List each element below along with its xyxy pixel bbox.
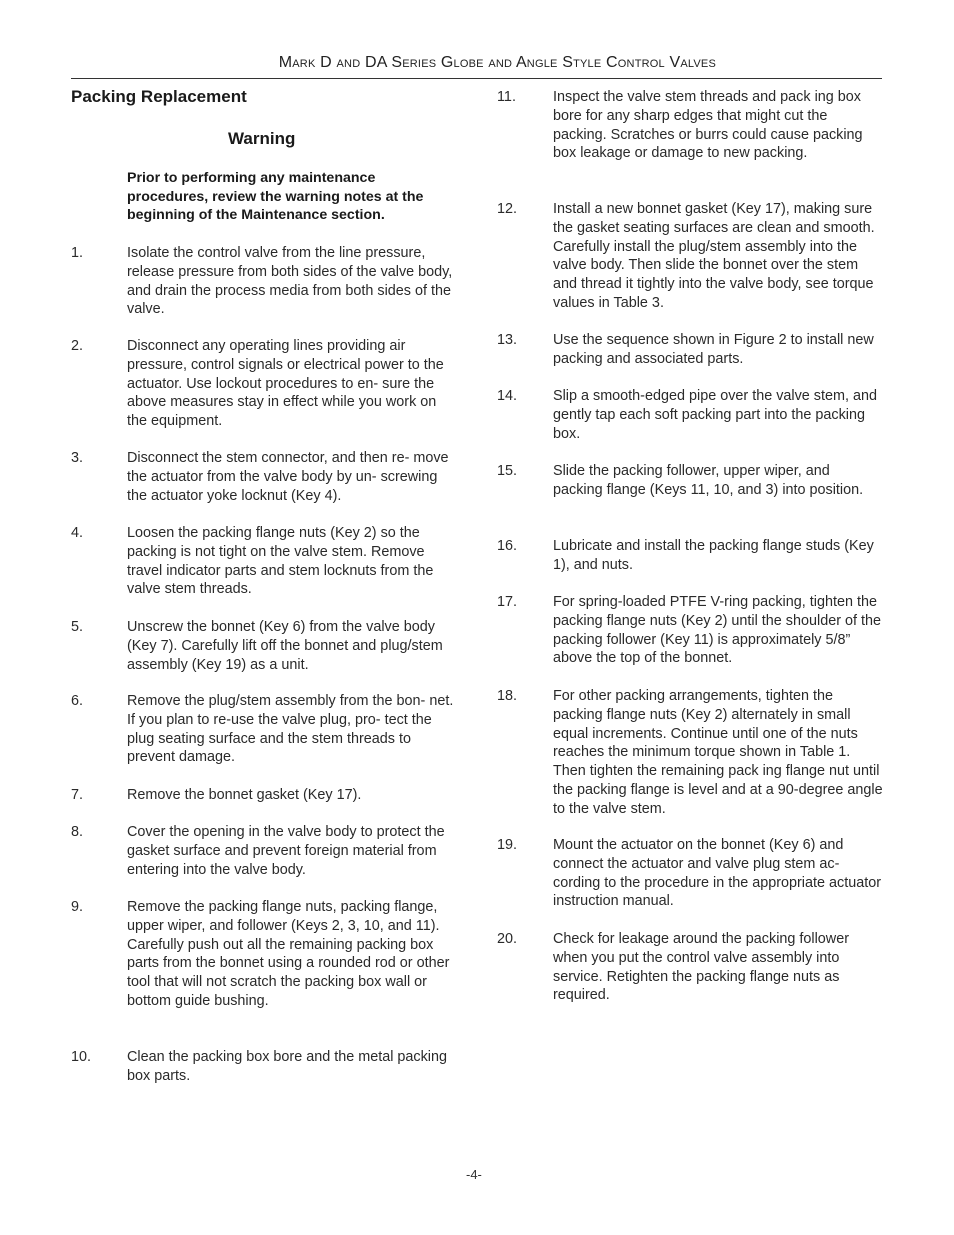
step-number: 10. xyxy=(71,1049,92,1065)
step-number: 11. xyxy=(497,89,516,105)
step-text: For other packing arrangements, tighten the packing flange nuts (Key 2) alternately in small equal increments. Continue until one of the nuts reaches the minimum torque shown in Table 1. Then tighten the remaining pack ing flange nut until the packing flange is level and at a 90-degree angle to the valve stem. xyxy=(553,688,883,817)
step-text: Slip a smooth-edged pipe over the valve stem, and gently tap each soft packing part into the packing box. xyxy=(553,388,877,442)
warning-heading: Warning xyxy=(228,129,296,148)
step-text: Disconnect any operating lines providing air pressure, control signals or electrical power to the actuator. Use lockout procedures to en- sure the above measures stay in effect while you work on the equipment. xyxy=(127,338,444,430)
step-text: Clean the packing box bore and the metal packing box parts. xyxy=(127,1049,448,1084)
step-text: Use the sequence shown in Figure 2 to install new packing and associated parts. xyxy=(553,332,874,367)
page-number: -4- xyxy=(466,1167,482,1182)
step-text: Lubricate and install the packing flange studs (Key 1), and nuts. xyxy=(553,538,874,573)
header-divider xyxy=(71,78,882,79)
step-text: Install a new bonnet gasket (Key 17), making sure the gasket seating surfaces are clean and smooth. Carefully install the plug/stem assembly into the valve body. Then slide the bonnet over the stem and thread it tightly into the valve body, see torque values in Table 3. xyxy=(553,201,875,311)
step-number: 12. xyxy=(497,201,518,217)
step-number: 6. xyxy=(71,693,84,709)
step-number: 9. xyxy=(71,899,84,915)
step-text: Remove the packing flange nuts, packing flange, upper wiper, and follower (Keys 2, 3, 10, and 11). Carefully push out all the remaining packing box parts from the bonnet using a rounded rod or other tool that will not scratch the packing box wall or bottom guide bushing. xyxy=(127,899,450,1009)
step-number: 5. xyxy=(71,619,84,635)
step-number: 15. xyxy=(497,463,518,479)
step-text: Mount the actuator on the bonnet (Key 6) and connect the actuator and valve plug stem ac- cording to the procedure in the appropriate actuator instruction manual. xyxy=(553,837,881,910)
step-number: 20. xyxy=(497,931,518,947)
step-number: 19. xyxy=(497,837,518,853)
step-number: 8. xyxy=(71,824,84,840)
step-number: 2. xyxy=(71,338,84,354)
step-number: 17. xyxy=(497,594,518,610)
step-number: 3. xyxy=(71,450,84,466)
step-text: Inspect the valve stem threads and pack ing box bore for any sharp edges that might cut the packing. Scratches or burrs could cause packing box leakage or damage to new packing. xyxy=(553,89,863,162)
step-number: 1. xyxy=(71,245,84,261)
step-text: Loosen the packing flange nuts (Key 2) so the packing is not tight on the valve stem. Remove travel indicator parts and stem locknuts from the valve stem threads. xyxy=(127,525,434,598)
step-text: Disconnect the stem connector, and then re- move the actuator from the valve body by un- screwing the actuator yoke locknut (Key 4). xyxy=(127,450,449,504)
step-text: Unscrew the bonnet (Key 6) from the valve body (Key 7). Carefully lift off the bonnet and plug/stem assembly (Key 19) as a unit. xyxy=(127,619,443,673)
page-header-title: Mark D and DA Series Globe and Angle Style Control Valves xyxy=(278,54,716,71)
step-number: 16. xyxy=(497,538,518,554)
step-number: 13. xyxy=(497,332,518,348)
step-text: Cover the opening in the valve body to protect the gasket surface and prevent foreign material from entering into the valve body. xyxy=(127,824,445,878)
section-heading: Packing Replacement xyxy=(71,87,247,106)
step-number: 18. xyxy=(497,688,518,704)
step-text: For spring-loaded PTFE V-ring packing, tighten the packing flange nuts (Key 2) until the shoulder of the packing follower (Key 11) is approximately 5/8” above the top of the bonnet. xyxy=(553,594,881,667)
step-number: 7. xyxy=(71,787,84,803)
step-text: Check for leakage around the packing follower when you put the control valve assembly into service. Retighten the packing flange nuts as required. xyxy=(553,931,849,1004)
step-text: Remove the bonnet gasket (Key 17). xyxy=(127,787,362,803)
step-number: 14. xyxy=(497,388,518,404)
warning-text: Prior to performing any maintenance procedures, review the warning notes at the beginning of the Maintenance section. xyxy=(127,170,424,224)
step-text: Isolate the control valve from the line pressure, release pressure from both sides of the valve body, and drain the process media from both sides of the valve. xyxy=(127,245,453,318)
step-number: 4. xyxy=(71,525,84,541)
step-text: Remove the plug/stem assembly from the bon- net. If you plan to re-use the valve plug, pro- tect the plug seating surface and the stem threads to prevent damage. xyxy=(127,693,454,766)
step-text: Slide the packing follower, upper wiper, and packing flange (Keys 11, 10, and 3) into position. xyxy=(553,463,864,498)
